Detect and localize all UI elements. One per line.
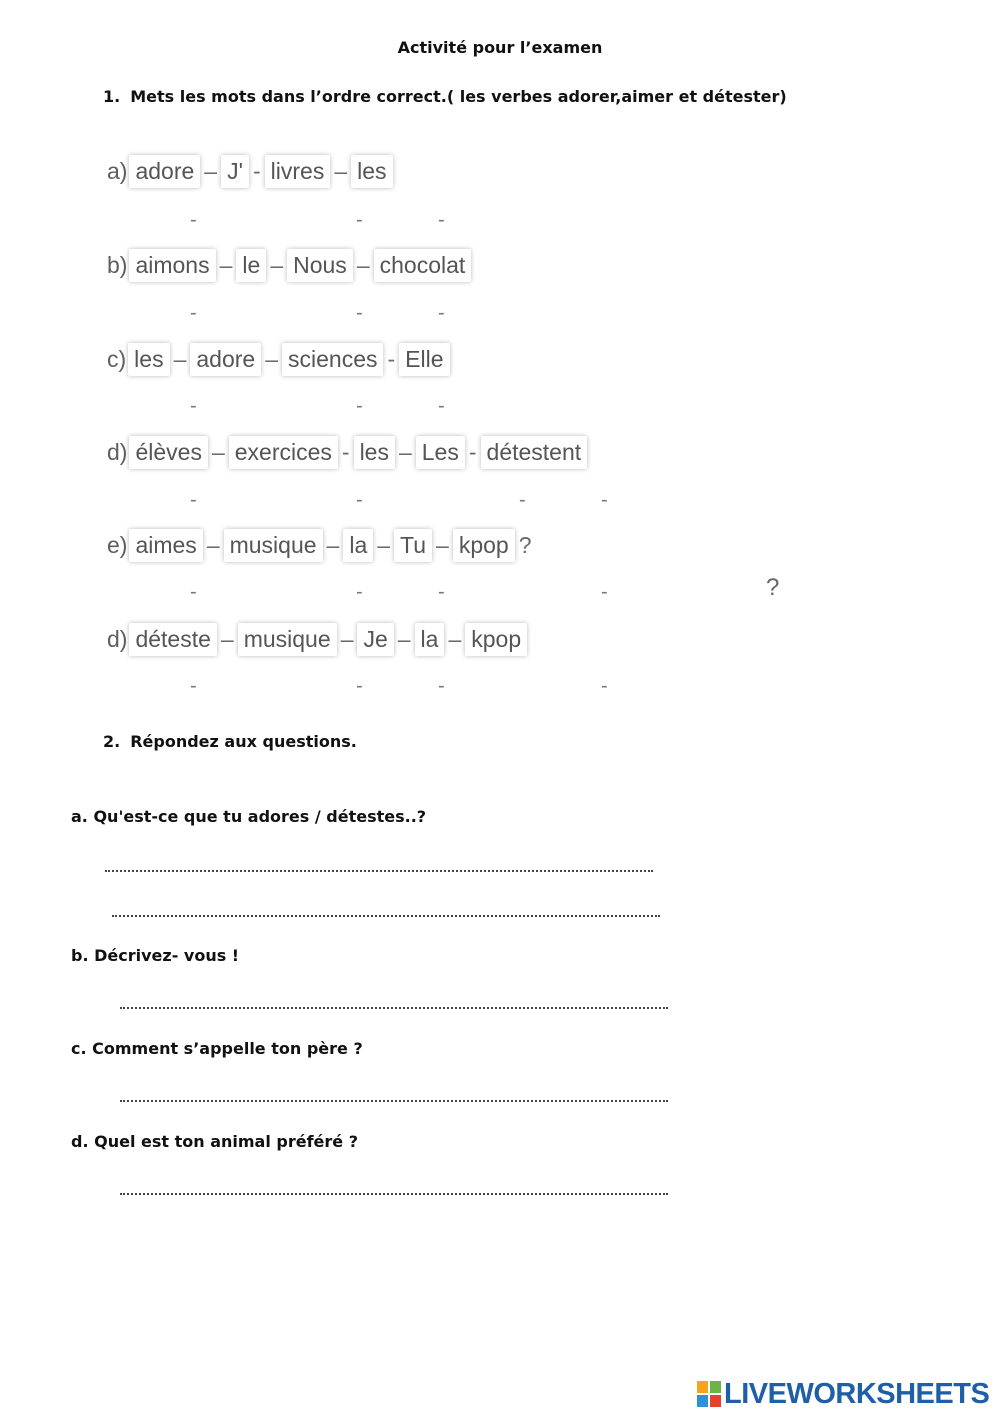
word-separator: – (265, 345, 278, 372)
draggable-word[interactable]: détestent (481, 436, 588, 469)
answer-slot-dash: - (356, 489, 363, 511)
draggable-word[interactable]: Les (416, 436, 465, 469)
draggable-word[interactable]: aimons (129, 249, 215, 282)
liveworksheets-wordmark: LIVEWORKSHEETS (724, 1377, 990, 1410)
answer-slot-dash: - (356, 395, 363, 417)
draggable-word[interactable]: chocolat (374, 249, 472, 282)
word-separator: – (340, 625, 354, 652)
liveworksheets-mark-icon (697, 1381, 721, 1407)
answer-slot-dash: - (438, 675, 445, 697)
word-separator: – (211, 438, 225, 465)
answer-slot-dash: - (438, 581, 445, 603)
word-separator: - (387, 345, 396, 372)
draggable-word[interactable]: aimes (129, 529, 202, 562)
answer-slot-dash: - (356, 209, 363, 231)
draggable-word[interactable]: la (415, 623, 445, 656)
answer-slot-dash: - (356, 302, 363, 324)
section-1-instruction: Mets les mots dans l’ordre correct.( les verbes adorer,aimer et détester) (130, 87, 787, 106)
draggable-word[interactable]: élèves (129, 436, 207, 469)
question-d: d. Quel est ton animal préféré ? (71, 1132, 358, 1151)
answer-line-b[interactable] (120, 995, 668, 1009)
section-2-instruction: Répondez aux questions. (130, 732, 357, 751)
answer-line-d[interactable] (120, 1181, 668, 1195)
question-b: b. Décrivez- vous ! (71, 946, 240, 965)
answer-slot-dash: - (190, 581, 197, 603)
word-separator: – (436, 531, 449, 558)
question-c: c. Comment s’appelle ton père ? (71, 1039, 363, 1058)
word-separator: - (341, 438, 350, 465)
draggable-word[interactable]: adore (190, 343, 261, 376)
draggable-word[interactable]: les (354, 436, 395, 469)
draggable-word[interactable]: Elle (399, 343, 449, 376)
word-separator: – (220, 625, 234, 652)
page-title: Activité pour l’examen (397, 38, 603, 57)
exercise-row (107, 621, 527, 657)
answer-slot-dash: - (601, 489, 608, 511)
section-2-number: 2. (103, 732, 121, 751)
word-separator: – (397, 625, 411, 652)
word-separator: – (206, 531, 220, 558)
exercise-label: c) (107, 345, 127, 372)
draggable-word[interactable]: kpop (453, 529, 515, 562)
section-2-heading (103, 732, 357, 751)
word-separator: – (356, 251, 370, 278)
answer-line-a2[interactable] (112, 903, 660, 917)
exercise-label: d) (107, 438, 128, 465)
word-separator: - (468, 438, 477, 465)
answer-slot-dash: - (438, 302, 445, 324)
word-separator: - (252, 157, 261, 184)
exercise-row (107, 434, 587, 470)
draggable-word[interactable]: déteste (129, 623, 216, 656)
word-separator: – (326, 531, 340, 558)
draggable-word[interactable]: kpop (465, 623, 527, 656)
section-1-number: 1. (103, 87, 121, 106)
draggable-word[interactable]: sciences (282, 343, 383, 376)
answer-slot-dash: - (601, 581, 608, 603)
question-a: a. Qu'est-ce que tu adores / détestes..? (71, 807, 427, 826)
answer-line-a1[interactable] (105, 858, 653, 872)
liveworksheets-logo (697, 1377, 989, 1411)
answer-slot-dash: - (356, 581, 363, 603)
answer-line-c[interactable] (120, 1088, 668, 1102)
draggable-word[interactable]: J' (221, 155, 249, 188)
exercise-label: e) (107, 531, 128, 558)
word-separator: – (398, 438, 412, 465)
word-separator: – (270, 251, 284, 278)
draggable-word[interactable]: adore (129, 155, 200, 188)
answer-slot-dash: - (438, 209, 445, 231)
section-1-heading (103, 87, 787, 106)
exercise-label: a) (107, 157, 128, 184)
answer-slot-dash: - (190, 302, 197, 324)
draggable-word[interactable]: Je (357, 623, 393, 656)
draggable-word[interactable]: exercices (229, 436, 338, 469)
answer-slot-dash: - (519, 489, 526, 511)
draggable-word[interactable]: le (236, 249, 266, 282)
draggable-word[interactable]: les (128, 343, 169, 376)
word-separator: – (204, 157, 218, 184)
answer-slot-dash: - (601, 675, 608, 697)
answer-slot-dash: - (438, 395, 445, 417)
answer-slot-dash: - (190, 395, 197, 417)
word-separator: – (377, 531, 391, 558)
draggable-word[interactable]: les (351, 155, 392, 188)
exercise-row (107, 153, 393, 189)
exercise-label: d) (107, 625, 128, 652)
word-separator: – (334, 157, 348, 184)
answer-slot-dash: - (356, 675, 363, 697)
draggable-word[interactable]: Nous (287, 249, 353, 282)
answer-slot-dash: - (190, 489, 197, 511)
answer-slot-dash: - (190, 675, 197, 697)
exercise-row (107, 341, 450, 377)
trailing-question-mark: ? (518, 531, 532, 558)
draggable-word[interactable]: Tu (394, 529, 432, 562)
exercise-row (107, 527, 532, 563)
word-separator: – (173, 345, 187, 372)
draggable-word[interactable]: musique (238, 623, 337, 656)
draggable-word[interactable]: la (343, 529, 373, 562)
exercise-row (107, 247, 471, 283)
answer-slot-dash: - (190, 209, 197, 231)
answer-slot-question-mark: ? (766, 574, 780, 601)
word-separator: – (448, 625, 462, 652)
draggable-word[interactable]: musique (224, 529, 323, 562)
exercise-label: b) (107, 251, 128, 278)
draggable-word[interactable]: livres (265, 155, 331, 188)
word-separator: – (219, 251, 233, 278)
